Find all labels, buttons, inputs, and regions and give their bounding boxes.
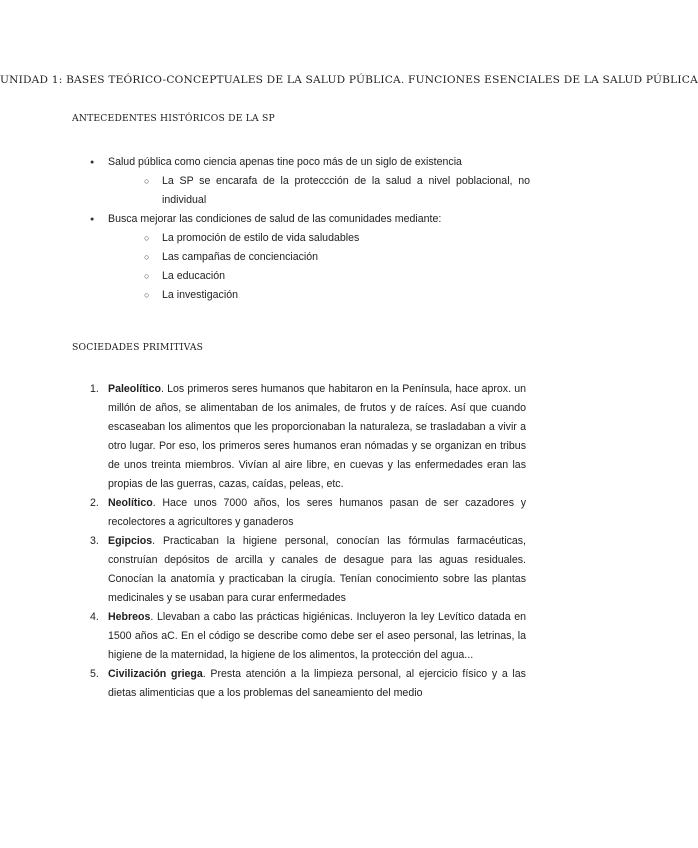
section-heading-sociedades: SOCIEDADES PRIMITIVAS (72, 342, 204, 353)
sublist-item (144, 229, 530, 248)
sublist-item-text: Las campañas de concienciación (162, 251, 319, 263)
sociedades-list (90, 380, 526, 703)
sublist-item-text: La investigación (162, 289, 238, 301)
sublist (108, 229, 530, 305)
sublist (108, 172, 530, 210)
item-text: . Los primeros seres humanos que habitaron en la Península, hace aprox. un millón de años, se alimentaban de los animales, de frutos y de raíces. Así que cuando escaseaban los alimentos que les proporcionaban la naturaleza, se trasladaban a vivir a otro lugar. Por eso, los primeros seres humanos eran nómadas y se organizan en tribus de unos treinta miembros. Vivían al aire libre, en cuevas y las enfermedades eran las propias de las guerras, cazas, caídas, peleas, etc. (108, 383, 526, 490)
item-text: . Llevaban a cabo las prácticas higiénicas. Incluyeron la ley Levítico datada en 1500 años aC. En el código se describe como debe ser el aseo personal, las letrinas, la higiene de la maternidad, la higiene de los alimentos, la protección del agua... (108, 611, 526, 661)
item-number: 3. (90, 535, 99, 547)
sublist-item (144, 248, 530, 267)
numbered-item (90, 665, 526, 703)
numbered-item (90, 608, 526, 665)
item-term: Egipcios (108, 535, 153, 547)
item-number: 5. (90, 668, 99, 680)
item-number: 1. (90, 383, 99, 395)
item-term: Hebreos (108, 611, 151, 623)
sublist-item-text: La educación (162, 270, 226, 282)
item-term: Neolítico (108, 497, 153, 509)
sublist-item-text: La promoción de estilo de vida saludables (162, 232, 360, 244)
list-item (90, 210, 530, 305)
sublist-item (144, 267, 530, 286)
unit-title: UNIDAD 1: BASES TEÓRICO-CONCEPTUALES DE LA SALUD PÚBLICA. FUNCIONES ESENCIALES DE LA SALUD PÚBLICA (0, 74, 698, 86)
bullet-text: Salud pública como ciencia apenas tine poco más de un siglo de existencia (108, 156, 462, 168)
numbered-item (90, 532, 526, 608)
item-text: . Presta atención a la limpieza personal, al ejercicio físico y a las dietas alimenticias que a los problemas del saneamiento del medio (108, 668, 526, 699)
item-number: 2. (90, 497, 99, 509)
sublist-item (144, 172, 530, 210)
item-number: 4. (90, 611, 99, 623)
section-heading-antecedentes: ANTECEDENTES HISTÓRICOS DE LA SP (72, 113, 275, 124)
sublist-item-text: La SP se encarafa de la proteccción de la salud a nivel poblacional, no individual (162, 175, 530, 206)
item-term: Paleolítico (108, 383, 161, 395)
numbered-item (90, 380, 526, 494)
sublist-item (144, 286, 530, 305)
bullet-text: Busca mejorar las condiciones de salud de las comunidades mediante: (108, 213, 442, 225)
list-item (90, 153, 530, 210)
item-term: Civilización griega (108, 668, 203, 680)
item-text: . Hace unos 7000 años, los seres humanos pasan de ser cazadores y recolectores a agricultores y ganaderos (108, 497, 526, 528)
numbered-item (90, 494, 526, 532)
antecedentes-list (90, 153, 530, 305)
item-text: . Practicaban la higiene personal, conocían las fórmulas farmacéuticas, construían depósitos de arcilla y canales de desague para las aguas residuales. Conocían la anatomía y practicaban la cirugía. Tenían conocimiento sobre las plantas medicinales y se usaban para curar enfermedades (108, 535, 526, 604)
